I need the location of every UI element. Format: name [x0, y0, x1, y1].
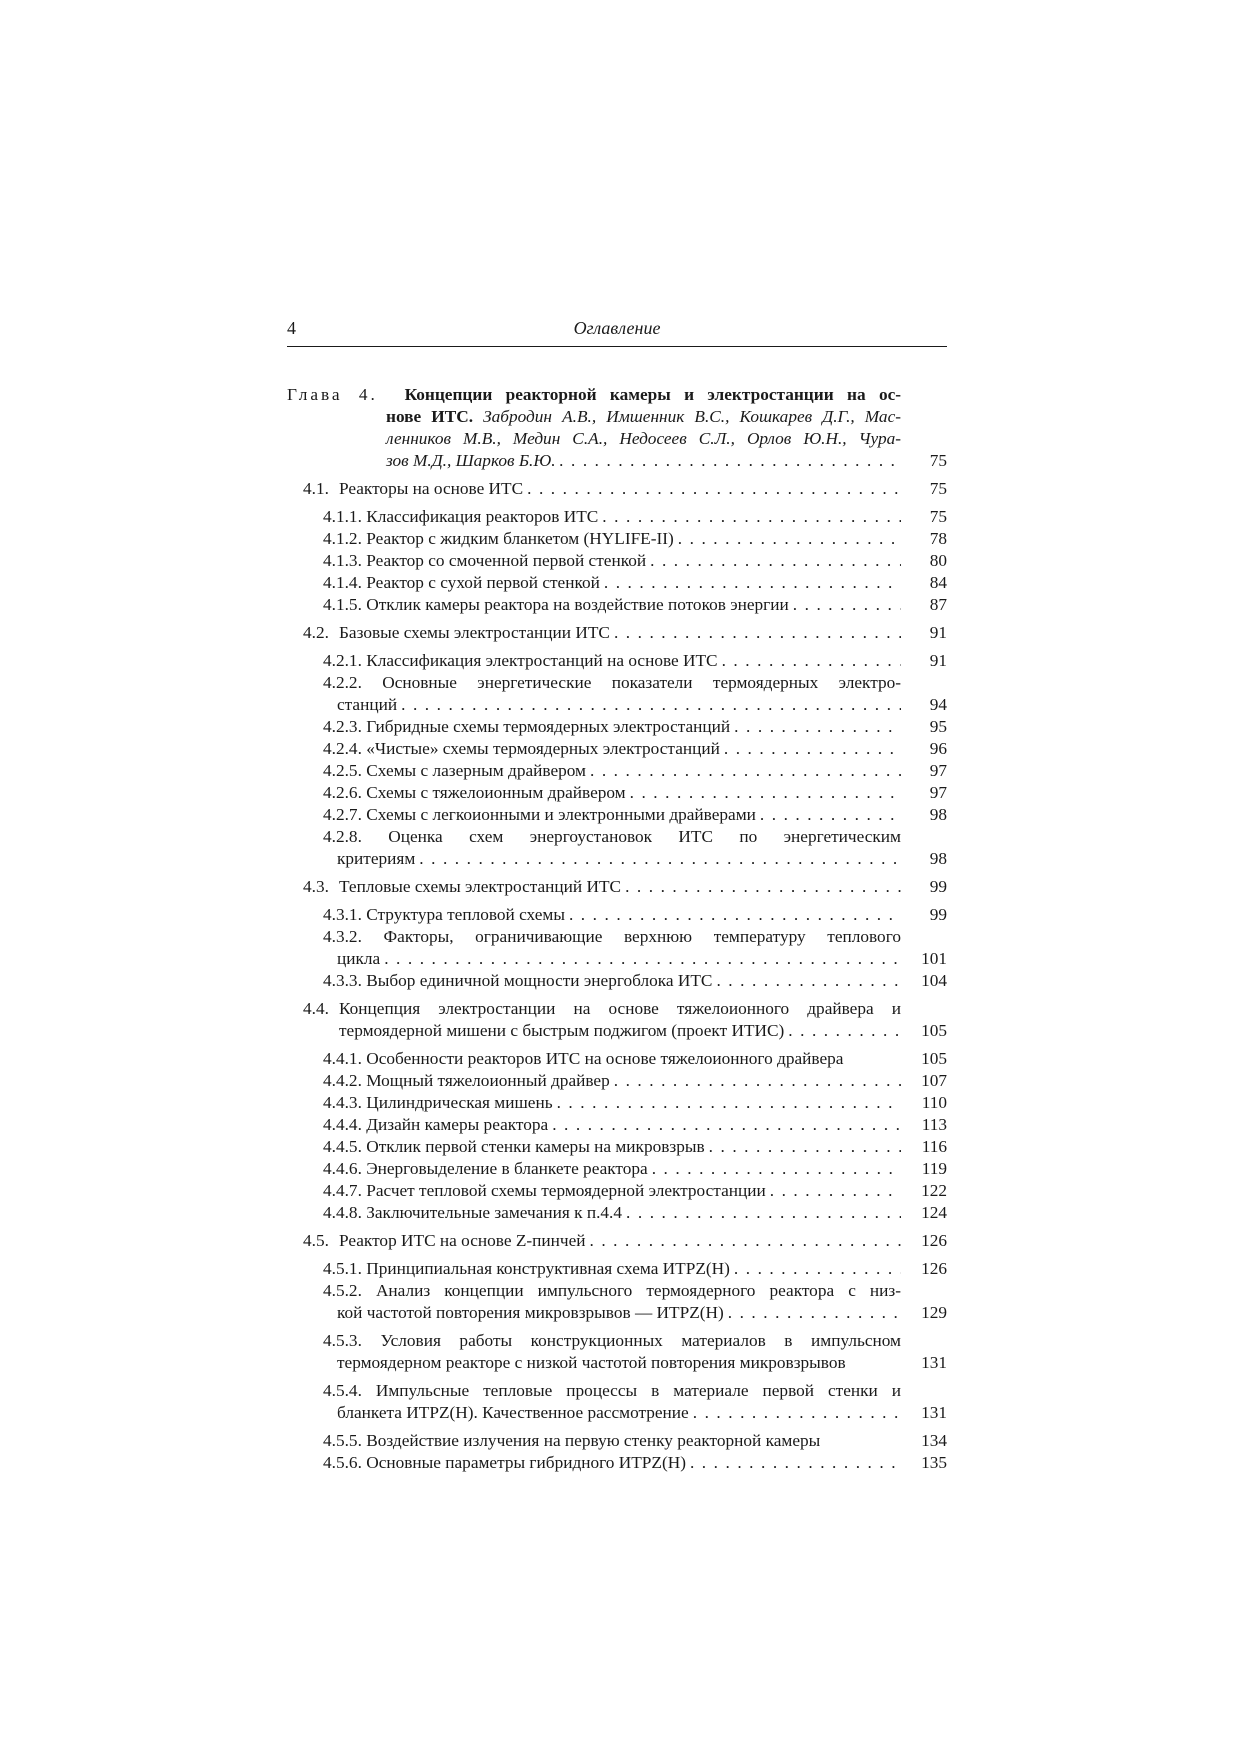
chapter-text	[287, 384, 901, 472]
section-number: 4.3.	[303, 877, 329, 896]
toc-page-number: 101	[921, 949, 947, 968]
toc-item-4.3.2[interactable]	[287, 926, 947, 970]
toc-page-number: 78	[929, 529, 947, 548]
toc-item-4.3.1[interactable]	[287, 904, 947, 926]
page-number: 4	[287, 318, 296, 338]
toc-item-4.1.2[interactable]	[287, 528, 947, 550]
item-text	[287, 1330, 901, 1374]
item-text	[287, 650, 901, 672]
item-text	[287, 594, 901, 616]
section-text	[287, 1230, 901, 1252]
toc-item-4.5.3[interactable]	[287, 1330, 947, 1374]
toc-page-number: 91	[929, 623, 947, 642]
item-line	[323, 1158, 901, 1180]
item-number: 4.1.3.	[323, 551, 362, 570]
item-title: Схемы с легкоионными и электронными драйверами . . .	[366, 805, 756, 824]
item-line	[323, 1114, 901, 1136]
item-number: 4.2.5.	[323, 761, 362, 780]
item-number: 4.3.3.	[323, 971, 362, 990]
item-title: Основные параметры гибридного ИТPZ(H) . . .	[366, 1453, 686, 1472]
section-text	[287, 622, 901, 644]
toc-item-4.1.3[interactable]	[287, 550, 947, 572]
chapter-line-4	[287, 450, 901, 472]
item-title: термоядерном реакторе с низкой частотой повторения микровзрывов	[337, 1353, 846, 1372]
item-number: 4.3.1.	[323, 905, 362, 924]
toc-page-number: 119	[921, 1159, 947, 1178]
item-title: Энерговыделение в бланкете реактора . . .	[366, 1159, 647, 1178]
toc-item-4.3.3[interactable]	[287, 970, 947, 992]
toc-item-4.5.1[interactable]	[287, 1258, 947, 1280]
item-line	[323, 760, 901, 782]
chapter-line-3	[287, 428, 901, 450]
item-line	[323, 1280, 901, 1302]
section-title: Тепловые схемы электростанций ИТС . . .	[339, 877, 621, 896]
toc-page-number: 87	[929, 595, 947, 614]
item-text	[287, 1158, 901, 1180]
item-title: Классификация реакторов ИТС . . .	[366, 507, 598, 526]
section-line	[303, 998, 901, 1020]
toc-item-4.1.4[interactable]	[287, 572, 947, 594]
toc-item-4.4.5[interactable]	[287, 1136, 947, 1158]
toc-item-4.4.8[interactable]	[287, 1202, 947, 1224]
item-text	[287, 716, 901, 738]
item-number: 4.1.2.	[323, 529, 362, 548]
item-number: 4.2.6.	[323, 783, 362, 802]
toc-page-number: 91	[929, 651, 947, 670]
item-number: 4.5.5.	[323, 1431, 362, 1450]
toc-page-number: 126	[921, 1231, 947, 1250]
item-text	[287, 528, 901, 550]
item-text	[287, 1092, 901, 1114]
toc-page-number: 122	[921, 1181, 947, 1200]
item-text	[287, 550, 901, 572]
item-text	[287, 572, 901, 594]
running-head-title: Оглавление	[573, 318, 661, 338]
section-title: Концепция электростанции на основе тяжелоионного драйвера и	[339, 999, 901, 1018]
item-text	[287, 1136, 901, 1158]
toc-item-4.4.6[interactable]	[287, 1158, 947, 1180]
item-line	[323, 738, 901, 760]
item-line	[323, 1380, 901, 1402]
toc-section-4.2[interactable]	[287, 622, 947, 644]
item-text	[287, 1070, 901, 1092]
item-line	[323, 782, 901, 804]
item-line	[323, 1180, 901, 1202]
item-line	[323, 1330, 901, 1352]
section-number: 4.5.	[303, 1231, 329, 1250]
item-number: 4.4.7.	[323, 1181, 362, 1200]
item-text	[287, 804, 901, 826]
toc-page-number: 84	[929, 573, 947, 592]
toc-page-number: 98	[929, 849, 947, 868]
item-number: 4.4.3.	[323, 1093, 362, 1112]
item-title: Расчет тепловой схемы термоядерной электростанции . . .	[366, 1181, 766, 1200]
item-number: 4.4.1.	[323, 1049, 362, 1068]
item-line	[323, 650, 901, 672]
item-line	[323, 970, 901, 992]
item-number: 4.1.5.	[323, 595, 362, 614]
item-number: 4.5.2.	[323, 1281, 362, 1300]
item-line	[323, 672, 901, 694]
item-title: кой частотой повторения микровзрывов — ИТPZ(H) . . .	[337, 1303, 724, 1322]
toc-page-number: 105	[921, 1021, 947, 1040]
toc-item-4.2.1[interactable]	[287, 650, 947, 672]
item-line	[323, 926, 901, 948]
item-line	[323, 1430, 901, 1452]
item-number: 4.2.8.	[323, 827, 362, 846]
section-line	[303, 478, 901, 500]
item-title: Анализ концепции импульсного термоядерного реактора с низ-	[375, 1281, 901, 1300]
item-text	[287, 970, 901, 992]
toc-section-4.4[interactable]	[287, 998, 947, 1042]
chapter-line-2	[287, 406, 901, 428]
toc-item-4.2.5[interactable]	[287, 760, 947, 782]
item-line	[323, 1202, 901, 1224]
toc-page-number: 75	[929, 451, 947, 470]
section-title: термоядерной мишени с быстрым поджигом (проект ИТИС) . . .	[339, 1021, 784, 1040]
item-line	[323, 572, 901, 594]
toc-page-number: 135	[921, 1453, 947, 1472]
toc-page-number: 129	[921, 1303, 947, 1322]
running-head	[287, 318, 947, 347]
section-title: Реактор ИТС на основе Z-пинчей . . .	[339, 1231, 586, 1250]
item-number: 4.2.4.	[323, 739, 362, 758]
item-line	[323, 1070, 901, 1092]
toc-page-number: 107	[921, 1071, 947, 1090]
item-title: Особенности реакторов ИТС на основе тяжелоионного драйвера	[366, 1049, 844, 1068]
toc-section-4.1[interactable]	[287, 478, 947, 500]
item-title: Схемы с лазерным драйвером . . .	[366, 761, 586, 780]
item-text	[287, 782, 901, 804]
item-title: Классификация электростанций на основе ИТС . . .	[366, 651, 717, 670]
item-title: Заключительные замечания к п.4.4 . . .	[366, 1203, 622, 1222]
item-title: Выбор единичной мощности энергоблока ИТС . . .	[366, 971, 712, 990]
chapter-authors-line-2: Забродин А.В., Имшенник В.С., Кошкарев Д.Г., Мас-	[483, 407, 901, 426]
item-title: станций . . .	[337, 695, 397, 714]
item-text	[287, 1180, 901, 1202]
toc-page-number: 104	[921, 971, 947, 990]
item-title: Реактор со смоченной первой стенкой . . .	[366, 551, 646, 570]
toc-page-number: 99	[929, 905, 947, 924]
item-number: 4.1.4.	[323, 573, 362, 592]
toc-page-number: 75	[929, 479, 947, 498]
item-line	[323, 716, 901, 738]
item-line	[323, 1402, 901, 1424]
item-number: 4.4.8.	[323, 1203, 362, 1222]
item-title: Оценка схем энергоустановок ИТС по энергетическим	[388, 827, 901, 846]
item-title: Импульсные тепловые процессы в материале первой стенки и	[375, 1381, 901, 1400]
toc-page-number: 116	[921, 1137, 947, 1156]
table-of-contents	[287, 384, 947, 1474]
toc-item-4.2.4[interactable]	[287, 738, 947, 760]
item-title: Основные энергетические показатели термоядерных электро-	[382, 673, 901, 692]
item-number: 4.4.6.	[323, 1159, 362, 1178]
toc-section-4.5[interactable]	[287, 1230, 947, 1252]
item-title: Схемы с тяжелоионным драйвером . . .	[366, 783, 625, 802]
item-title: Цилиндрическая мишень . . .	[366, 1093, 552, 1112]
item-title: Реактор с сухой первой стенкой . . .	[366, 573, 600, 592]
item-number: 4.4.5.	[323, 1137, 362, 1156]
item-text	[287, 1258, 901, 1280]
item-title: Реактор с жидким бланкетом (HYLIFE-II) . . .	[366, 529, 674, 548]
item-title: Факторы, ограничивающие верхнюю температуру теплового	[383, 927, 901, 946]
toc-page-number: 95	[929, 717, 947, 736]
section-title: Реакторы на основе ИТС . . .	[339, 479, 523, 498]
item-text	[287, 760, 901, 782]
toc-page-number: 105	[921, 1049, 947, 1068]
item-line	[323, 506, 901, 528]
item-title: «Чистые» схемы термоядерных электростанций . . .	[366, 739, 720, 758]
item-number: 4.2.3.	[323, 717, 362, 736]
item-line	[323, 1352, 901, 1374]
item-line	[323, 528, 901, 550]
item-text	[287, 1202, 901, 1224]
item-line	[323, 804, 901, 826]
item-line	[323, 1136, 901, 1158]
item-text	[287, 826, 901, 870]
section-number: 4.4.	[303, 999, 329, 1018]
section-line	[303, 1230, 901, 1252]
item-number: 4.5.3.	[323, 1331, 362, 1350]
toc-item-4.5.6[interactable]	[287, 1452, 947, 1474]
item-number: 4.4.4.	[323, 1115, 362, 1134]
toc-item-4.2.7[interactable]	[287, 804, 947, 826]
item-title: Мощный тяжелоионный драйвер . . .	[366, 1071, 610, 1090]
item-text	[287, 926, 901, 970]
item-number: 4.2.7.	[323, 805, 362, 824]
item-line	[323, 948, 901, 970]
section-line	[303, 1020, 901, 1042]
section-text	[287, 998, 901, 1042]
toc-item-4.1.5[interactable]	[287, 594, 947, 616]
toc-page-number: 97	[929, 761, 947, 780]
item-text	[287, 738, 901, 760]
toc-item-4.1.1[interactable]	[287, 506, 947, 528]
section-number: 4.2.	[303, 623, 329, 642]
toc-page-number: 124	[921, 1203, 947, 1222]
toc-page-number: 113	[921, 1115, 947, 1134]
item-number: 4.1.1.	[323, 507, 362, 526]
toc-item-4.2.6[interactable]	[287, 782, 947, 804]
item-text	[287, 1048, 901, 1070]
item-text	[287, 904, 901, 926]
section-title: Базовые схемы электростанции ИТС . . .	[339, 623, 610, 642]
item-title: критериям . . .	[337, 849, 415, 868]
item-number: 4.5.4.	[323, 1381, 362, 1400]
toc-item-4.5.4[interactable]	[287, 1380, 947, 1424]
chapter-line-1	[287, 384, 901, 406]
toc-page-number: 80	[929, 551, 947, 570]
item-title: Дизайн камеры реактора . . .	[366, 1115, 548, 1134]
toc-page-number: 110	[921, 1093, 947, 1112]
toc-item-4.4.7[interactable]	[287, 1180, 947, 1202]
item-line	[323, 1092, 901, 1114]
toc-page-number: 131	[921, 1403, 947, 1422]
toc-item-4.5.2[interactable]	[287, 1280, 947, 1324]
toc-page-number: 98	[929, 805, 947, 824]
chapter-label: Глава 4.	[287, 385, 378, 404]
item-line	[323, 1048, 901, 1070]
item-text	[287, 672, 901, 716]
toc-page-number: 97	[929, 783, 947, 802]
section-number: 4.1.	[303, 479, 329, 498]
item-number: 4.2.2.	[323, 673, 362, 692]
item-text	[287, 1380, 901, 1424]
toc-item-4.2.8[interactable]	[287, 826, 947, 870]
item-line	[323, 694, 901, 716]
item-title: бланкета ИТPZ(H). Качественное рассмотрение . . .	[337, 1403, 689, 1422]
toc-page-number: 134	[921, 1431, 947, 1450]
section-text	[287, 876, 901, 898]
toc-item-4.4.4[interactable]	[287, 1114, 947, 1136]
item-title: цикла . . .	[337, 949, 380, 968]
chapter-title-line-2: нове ИТС.	[386, 407, 474, 426]
item-number: 4.4.2.	[323, 1071, 362, 1090]
item-line	[323, 594, 901, 616]
toc-item-4.4.3[interactable]	[287, 1092, 947, 1114]
toc-item-4.4.1[interactable]	[287, 1048, 947, 1070]
item-line	[323, 550, 901, 572]
item-text	[287, 1430, 901, 1452]
item-line	[323, 1258, 901, 1280]
chapter-title-line-1: Концепции реакторной камеры и электростанции на ос-	[404, 385, 901, 404]
item-title: Структура тепловой схемы . . .	[366, 905, 565, 924]
chapter-authors-line-4: зов М.Д., Шарков Б.Ю. . . .	[386, 451, 556, 470]
toc-item-4.5.5[interactable]	[287, 1430, 947, 1452]
toc-page-number: 94	[929, 695, 947, 714]
item-line	[323, 1452, 901, 1474]
item-line	[323, 848, 901, 870]
item-number: 4.5.6.	[323, 1453, 362, 1472]
item-title: Отклик первой стенки камеры на микровзрыв . . .	[366, 1137, 704, 1156]
toc-page-number: 131	[921, 1353, 947, 1372]
item-title: Воздействие излучения на первую стенку реакторной камеры	[366, 1431, 821, 1450]
item-number: 4.2.1.	[323, 651, 362, 670]
toc-section-4.3[interactable]	[287, 876, 947, 898]
item-line	[323, 826, 901, 848]
toc-page-number: 99	[929, 877, 947, 896]
item-text	[287, 1280, 901, 1324]
item-line	[323, 904, 901, 926]
item-text	[287, 1452, 901, 1474]
toc-page-number: 96	[929, 739, 947, 758]
section-line	[303, 622, 901, 644]
item-text	[287, 1114, 901, 1136]
toc-item-4.2.2[interactable]	[287, 672, 947, 716]
chapter-authors-line-3: ленников М.В., Медин С.А., Недосеев С.Л., Орлов Ю.Н., Чура-	[386, 429, 901, 448]
item-title: Условия работы конструкционных материалов в импульсном	[380, 1331, 901, 1350]
item-line	[323, 1302, 901, 1324]
toc-item-4.2.3[interactable]	[287, 716, 947, 738]
toc-chapter-4[interactable]	[287, 384, 947, 472]
toc-page-number: 126	[921, 1259, 947, 1278]
item-text	[287, 506, 901, 528]
item-number: 4.3.2.	[323, 927, 362, 946]
item-title: Отклик камеры реактора на воздействие потоков энергии . . .	[366, 595, 789, 614]
item-title: Принципиальная конструктивная схема ИТPZ(H) . . .	[366, 1259, 730, 1278]
content	[287, 318, 947, 1474]
item-number: 4.5.1.	[323, 1259, 362, 1278]
item-title: Гибридные схемы термоядерных электростанций . . .	[366, 717, 730, 736]
section-text	[287, 478, 901, 500]
section-line	[303, 876, 901, 898]
toc-page-number: 75	[929, 507, 947, 526]
toc-item-4.4.2[interactable]	[287, 1070, 947, 1092]
